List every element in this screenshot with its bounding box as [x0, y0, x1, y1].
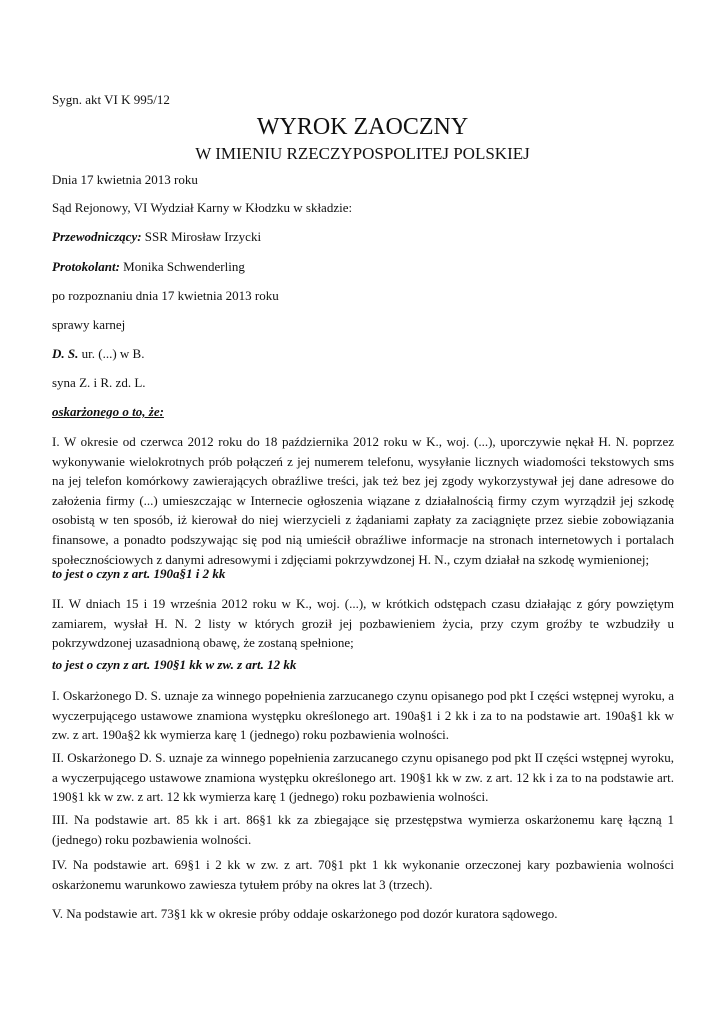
verdict-point-1: I. Oskarżonego D. S. uznaje za winnego popełnienia zarzucanego czynu opisanego pod pkt I części wstępnej wyroku, a wyczerpującego ustawowe znamiona występku określonego art. 190a§1 i 2 kk i za to na podstawie art. 190a§1 kk w zw. z art. 190a§2 kk wymierza karę 1 (jednego) roku pozbawienia wolności.: [52, 688, 674, 743]
clerk-line: [52, 259, 245, 275]
case-type: sprawy karnej: [52, 317, 126, 332]
verdict-point-2: II. Oskarżonego D. S. uznaje za winnego popełnienia zarzucanego czynu opisanego pod pkt II części wstępnej wyroku, a wyczerpującego ustawowe znamiona występku określonego art. 190§1 kk w zw. z art. 12 kk i za to na podstawie art. 190§1 kk w zw. z art. 12 kk wymierza karę 1 (jednego) roku pozbawienia wolności.: [52, 750, 674, 805]
hearing-date: po rozpoznaniu dnia 17 kwietnia 2013 roku: [52, 288, 279, 303]
defendant-parents: syna Z. i R. zd. L.: [52, 375, 146, 390]
clerk-label: Protokolant:: [52, 259, 120, 274]
clerk-name: Monika Schwenderling: [119, 259, 245, 274]
chairperson-line: [52, 229, 261, 245]
defendant-line: [52, 346, 144, 362]
verdict-point-4: IV. Na podstawie art. 69§1 i 2 kk w zw. z art. 70§1 pkt 1 kk wykonanie orzeczonej kary pozbawienia wolności oskarżonemu warunkowo zawiesza tytułem próby na okres lat 3 (trzech).: [52, 857, 674, 892]
chairperson-name: SSR Mirosław Irzycki: [141, 229, 262, 244]
verdict-point-5: V. Na podstawie art. 73§1 kk w okresie próby oddaje oskarżonego pod dozór kuratora sądowego.: [52, 906, 558, 921]
chairperson-label: Przewodniczący:: [52, 229, 142, 244]
defendant-initials: D. S.: [52, 346, 79, 361]
verdict-point-3: III. Na podstawie art. 85 kk i art. 86§1 kk za zbiegające się przestępstwa wymierza oskarżonemu karę łączną 1 (jednego) roku pozbawienia wolności.: [52, 812, 674, 847]
case-signature: Sygn. akt VI K 995/12: [52, 92, 170, 107]
defendant-birth: ur. (...) w B.: [78, 346, 145, 361]
judgment-subtitle: W IMIENIU RZECZYPOSPOLITEJ POLSKIEJ: [195, 144, 530, 163]
judgment-title: WYROK ZAOCZNY: [256, 114, 469, 140]
judgment-date: Dnia 17 kwietnia 2013 roku: [52, 172, 198, 187]
accused-heading: oskarżonego o to, że:: [52, 404, 164, 419]
charge-2: II. W dniach 15 i 19 września 2012 roku w K., woj. (...), w krótkich odstępach czasu działając z góry powziętym zamiarem, wysłał H. N. 2 listy w których groził jej pozbawieniem życia, przy czym groźby te wzbudziły u pokrzywdzonej uzasadnioną obawę, że zostaną spełnione;: [52, 596, 674, 651]
charge-1: I. W okresie od czerwca 2012 roku do 18 października 2012 roku w K., woj. (...), uporczywie nękał H. N. poprzez wykonywanie wielokrotnych prób połączeń z jej numerem telefonu, wysyłanie licznych wiadomości tekstowych sms na jej telefon komórkowy zawierających obraźliwe treści, jak też bez jej zgody wykorzystywał jej dane adresowe do założenia firmy (...) umieszczając w Internecie ogłoszenia wiązane z działalnością firmy czym wyrządził jej szkodę osobistą w ten sposób, iż kierował do niej wierzycieli z żądaniami zapłaty za zaciągnięte przez siebie zobowiązania finansowe, a ponadto podszywając się pod nią umieścił obraźliwe informacje na stronach internetowych i portalach społecznościowych z danymi adresowymi i zdjęciami pokrzywdzonej H. N., czym działał na szkodę wymienionej;: [52, 434, 674, 567]
charge-2-qualification: to jest o czyn z art. 190§1 kk w zw. z art. 12 kk: [52, 657, 297, 672]
charge-1-qualification: to jest o czyn z art. 190a§1 i 2 kk: [52, 566, 226, 581]
court-composition: Sąd Rejonowy, VI Wydział Karny w Kłodzku w składzie:: [52, 200, 353, 215]
